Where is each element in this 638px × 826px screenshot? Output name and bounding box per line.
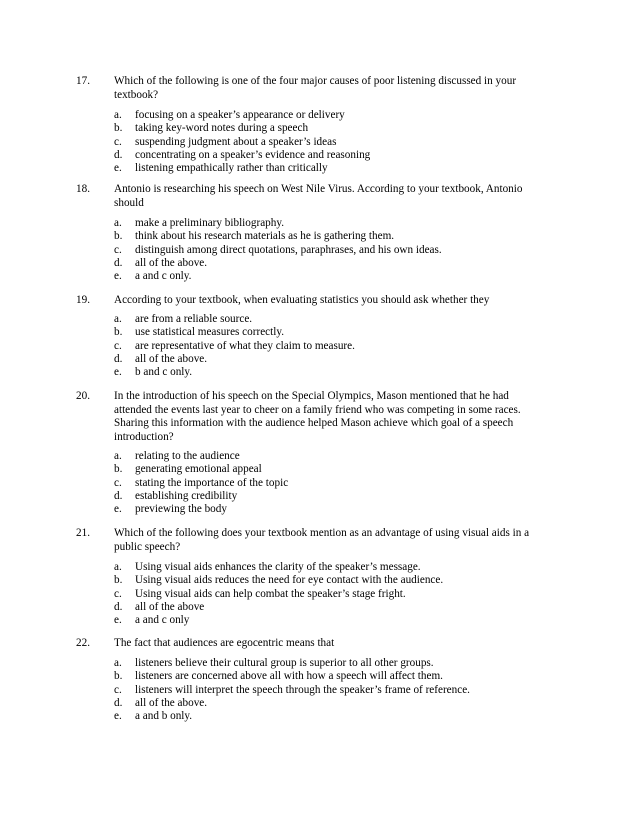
option-list [114,657,534,723]
option-letter: e. [114,614,122,627]
option-d [114,490,534,503]
question-number: 17. [76,75,90,87]
option-text: a and c only [135,614,190,627]
option-e [114,614,534,627]
option-letter: c. [114,476,122,489]
option-letter: d. [114,489,123,502]
option-a [114,217,534,230]
option-text: listeners are concerned above all with how a speech will affect them. [135,670,443,683]
option-c [114,136,534,149]
option-letter: d. [114,352,123,365]
option-a [114,109,534,122]
option-letter: a. [114,313,122,325]
option-text: Using visual aids can help combat the speaker’s stage fright. [135,587,406,600]
option-b [114,122,534,135]
option-letter: a. [114,657,122,669]
option-d [114,149,534,162]
option-letter: d. [114,148,123,161]
question-stem: Antonio is researching his speech on West Nile Virus. According to your textbook, Antonio should [114,183,523,209]
option-a [114,450,534,463]
option-a [114,657,534,670]
option-text: suspending judgment about a speaker’s ideas [135,135,337,148]
option-letter: b. [114,326,123,339]
option-letter: c. [114,683,122,696]
option-text: concentrating on a speaker’s evidence and reasoning [135,148,371,161]
option-text: taking key-word notes during a speech [135,122,309,135]
option-letter: d. [114,600,123,613]
option-e [114,503,534,516]
question-stem: Which of the following does your textbook mention as an advantage of using visual aids in a public speech? [114,527,530,553]
option-text: all of the above. [135,352,208,365]
option-letter: a. [114,561,122,573]
option-text: establishing credibility [135,489,238,502]
question-stem: According to your textbook, when evaluating statistics you should ask whether they [114,294,490,306]
option-letter: b. [114,122,123,135]
option-text: are from a reliable source. [135,313,253,325]
option-b [114,670,534,683]
option-c [114,244,534,257]
option-letter: a. [114,109,122,121]
option-letter: e. [114,503,122,516]
option-letter: a. [114,450,122,462]
option-b [114,463,534,476]
option-text: all of the above. [135,256,208,269]
question-number: 21. [76,527,90,539]
option-letter: b. [114,230,123,243]
question-stem: In the introduction of his speech on the Special Olympics, Mason mentioned that he had attended the events last year to cheer on a family friend who was competing in some races. Sharing this information with the audience helped Mason achieve which goal of a speech introduction? [114,390,521,443]
option-text: a and b only. [135,710,193,723]
option-e [114,270,534,283]
option-letter: e. [114,366,122,379]
option-letter: e. [114,270,122,283]
option-b [114,574,534,587]
option-e [114,162,534,175]
option-text: all of the above [135,600,205,613]
option-letter: d. [114,696,123,709]
option-text: generating emotional appeal [135,463,262,476]
option-text: all of the above. [135,696,208,709]
option-letter: a. [114,217,122,229]
option-d [114,353,534,366]
option-text: distinguish among direct quotations, paraphrases, and his own ideas. [135,243,442,256]
option-letter: e. [114,710,122,723]
option-a [114,313,534,326]
option-d [114,697,534,710]
option-letter: b. [114,574,123,587]
option-e [114,710,534,723]
option-text: use statistical measures correctly. [135,326,285,339]
option-text: think about his research materials as he is gathering them. [135,230,395,243]
option-e [114,366,534,379]
option-list [114,450,534,516]
option-c [114,477,534,490]
option-letter: c. [114,135,122,148]
option-c [114,588,534,601]
option-text: previewing the body [135,503,227,516]
option-text: listeners believe their cultural group is superior to all other groups. [135,657,434,669]
option-c [114,684,534,697]
option-letter: c. [114,243,122,256]
option-text: focusing on a speaker’s appearance or delivery [135,109,345,121]
option-letter: c. [114,339,122,352]
option-d [114,257,534,270]
question-stem: Which of the following is one of the four major causes of poor listening discussed in your textbook? [114,75,517,101]
option-text: listeners will interpret the speech through the speaker’s frame of reference. [135,683,470,696]
option-b [114,326,534,339]
option-letter: d. [114,256,123,269]
question-stem: The fact that audiences are egocentric means that [114,637,335,649]
option-letter: b. [114,670,123,683]
question-number: 22. [76,637,90,649]
option-text: stating the importance of the topic [135,476,289,489]
option-text: a and c only. [135,270,192,283]
option-b [114,230,534,243]
option-list [114,561,534,627]
option-list [114,109,534,175]
option-text: make a preliminary bibliography. [135,217,285,229]
option-list [114,313,534,379]
option-text: listening empathically rather than critically [135,162,328,175]
option-text: relating to the audience [135,450,240,462]
option-text: b and c only. [135,366,193,379]
option-c [114,340,534,353]
option-text: are representative of what they claim to measure. [135,339,355,352]
question-number: 20. [76,390,90,402]
question-number: 18. [76,183,90,195]
option-letter: c. [114,587,122,600]
option-letter: b. [114,463,123,476]
question-number: 19. [76,294,90,306]
option-text: Using visual aids enhances the clarity of the speaker’s message. [135,561,421,573]
option-a [114,561,534,574]
option-text: Using visual aids reduces the need for eye contact with the audience. [135,574,444,587]
option-letter: e. [114,162,122,175]
option-list [114,217,534,283]
option-d [114,601,534,614]
